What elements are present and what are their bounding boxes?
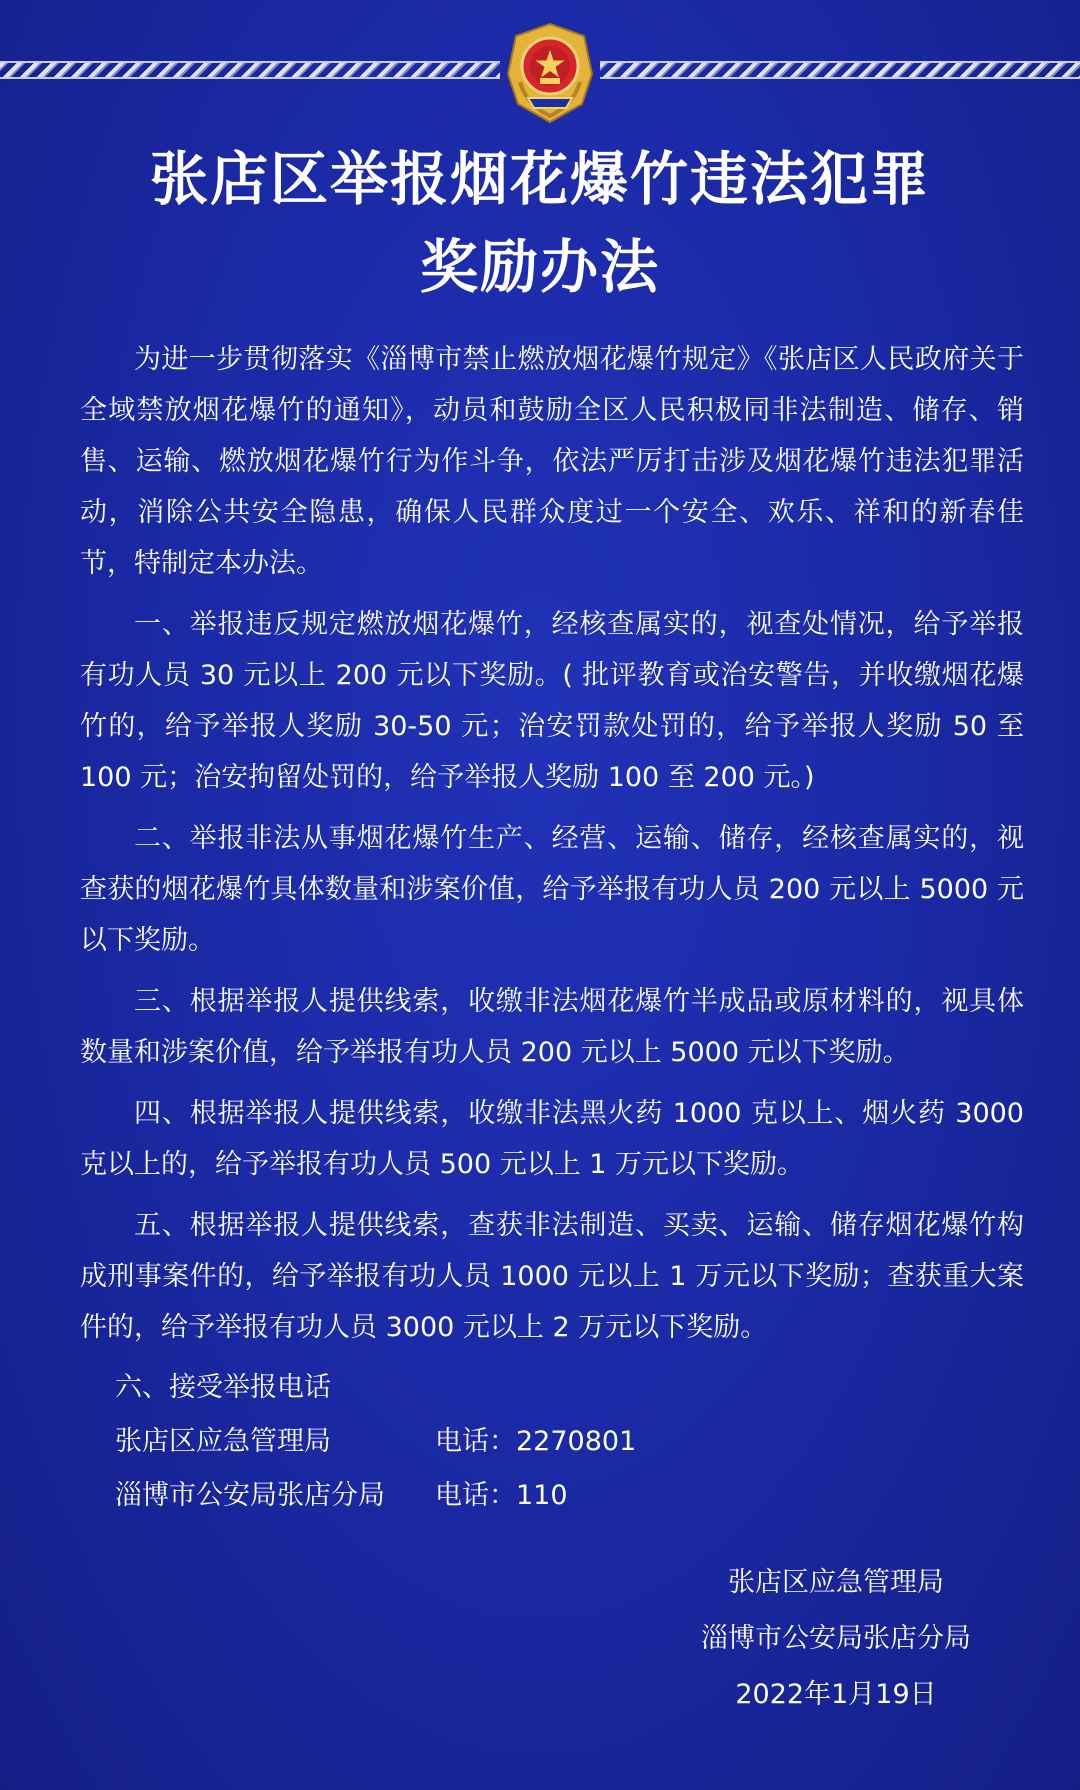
signature-date: 2022年1月19日 [735,1679,937,1710]
signature-org-2: 淄博市公安局张店分局 [701,1623,971,1654]
contact-row [115,1415,636,1469]
contact-phone: 电话：2270801 [435,1426,637,1457]
page-title-line1: 张店区举报烟花爆竹违法犯罪 [149,145,930,213]
paragraph-item-2: 二、举报非法从事烟花爆竹生产、经营、运输、储存，经核查属实的，视查获的烟花爆竹具体数量和涉案价值，给予举报有功人员 200 元以上 5000 元以下奖励。 [80,823,1024,956]
contact-row [115,1469,636,1523]
contact-phone: 电话：110 [435,1480,568,1511]
left-chevron-band [0,61,500,79]
police-badge-emblem-icon [504,22,596,126]
contact-heading: 六、接受举报电话 [115,1372,331,1403]
header-banner [0,0,1080,140]
contact-org: 淄博市公安局张店分局 [115,1480,385,1511]
paragraph-intro: 为进一步贯彻落实《淄博市禁止燃放烟花爆竹规定》《张店区人民政府关于全域禁放烟花爆竹的通知》，动员和鼓励全区人民积极同非法制造、储存、销售、运输、燃放烟花爆竹行为作斗争，依法严厉打击涉及烟花爆竹违法犯罪活动，消除公共安全隐患，确保人民群众度过一个安全、欢乐、祥和的新春佳节，特制定本办法。 [80,344,1024,579]
contact-org: 张店区应急管理局 [115,1426,331,1457]
paragraph-item-1: 一、举报违反规定燃放烟花爆竹，经核查属实的，视查处情况，给予举报有功人员 30 元以上 200 元以下奖励。( 批评教育或治安警告，并收缴烟花爆竹的，给予举报人奖励 30-50 元；治安罚款处罚的，给予举报人奖励 50 至 100 元；治安拘留处罚的，给予举报人奖励 100 至 200 元。) [80,609,1024,793]
signature-org-1: 张店区应急管理局 [728,1567,944,1598]
right-chevron-band [600,61,1080,79]
contact-section [115,1361,636,1523]
signature-block [666,1555,1006,1723]
document-body [80,334,1024,1353]
paragraph-item-3: 三、根据举报人提供线索，收缴非法烟花爆竹半成品或原材料的，视具体数量和涉案价值，给予举报有功人员 200 元以上 5000 元以下奖励。 [80,986,1024,1068]
paragraph-item-5: 五、根据举报人提供线索，查获非法制造、买卖、运输、储存烟花爆竹构成刑事案件的，给予举报有功人员 1000 元以上 1 万元以下奖励；查获重大案件的，给予举报有功人员 3000 元以上 2 万元以下奖励。 [80,1210,1024,1343]
page-title-line2: 奖励办法 [419,233,660,301]
paragraph-item-4: 四、根据举报人提供线索，收缴非法黑火药 1000 克以上、烟火药 3000 克以上的，给予举报有功人员 500 元以上 1 万元以下奖励。 [80,1098,1024,1180]
